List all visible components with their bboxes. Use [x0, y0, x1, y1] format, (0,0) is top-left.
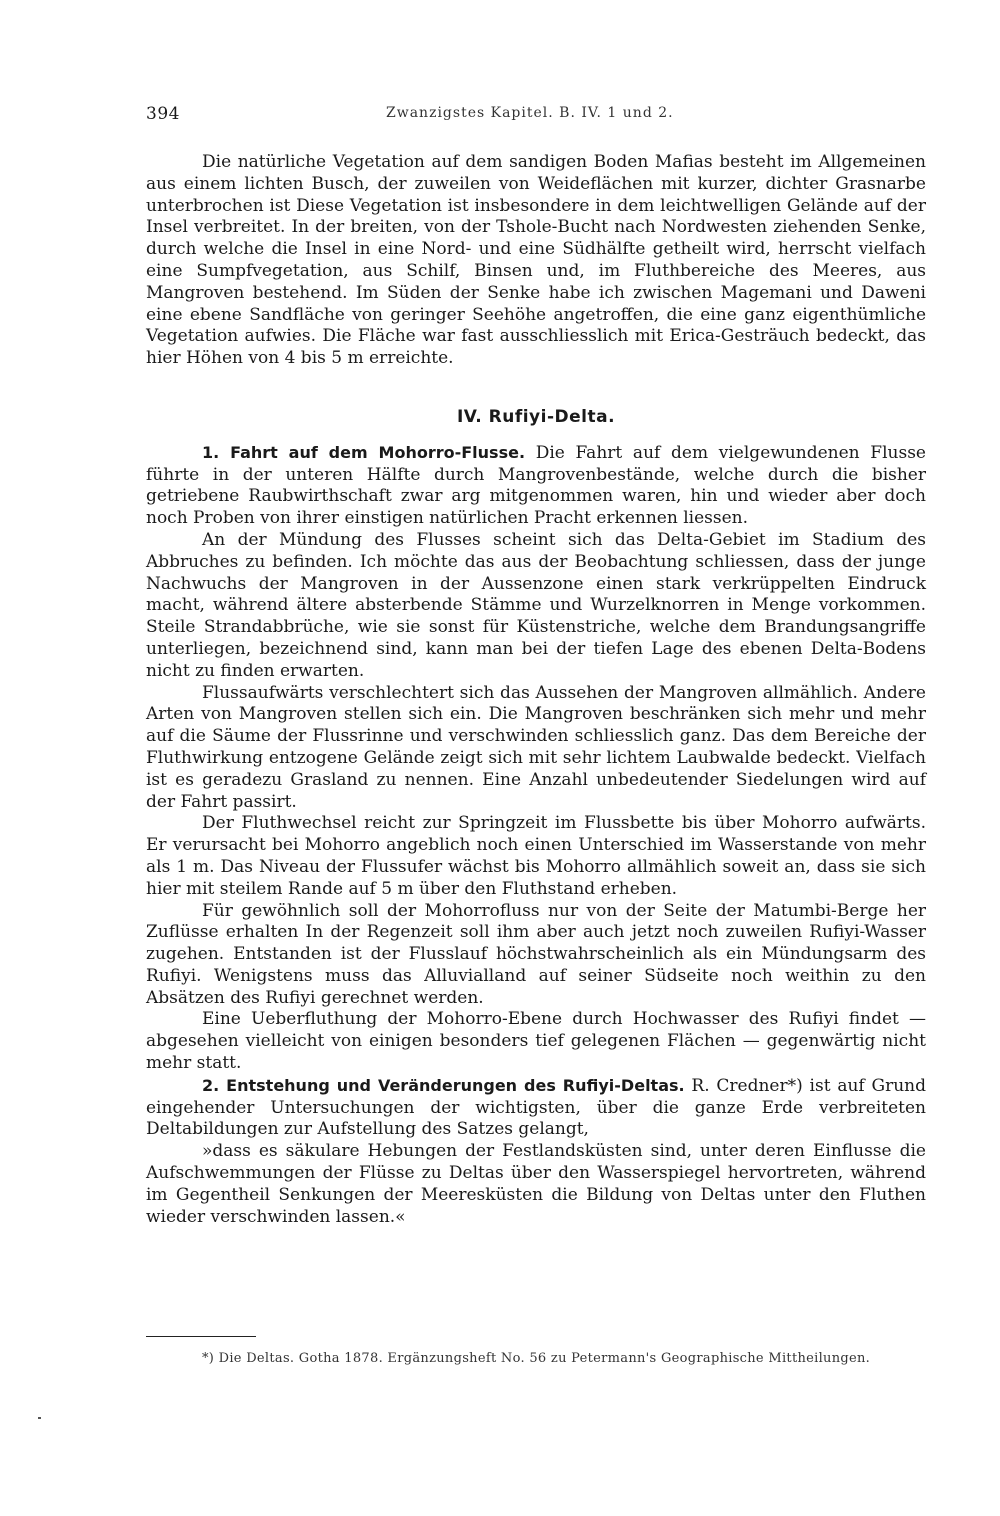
paragraph-upstream: Flussaufwärts verschlechtert sich das Aussehen der Mangroven allmählich. Andere Arten von Mangroven stellen sich ein. Die Mangroven beschränken sich mehr und mehr auf die Säume der Flussrinne und verschwinden schliesslich ganz. Das dem Bereiche der Fluthwirkung entzogene Gelände zeigt sich mit sehr lichtem Laubwalde bedeckt. Vielfach ist es geradezu Grasland zu nennen. Eine Anzahl unbedeutender Siedelungen wird auf der Fahrt passirt. [146, 682, 926, 812]
footnote-divider [146, 1336, 256, 1337]
paragraph-mohorro-trip-text: Die Fahrt auf dem vielgewundenen Flusse führte in der unteren Hälfte durch Mangrovenbestände, welche durch die bisher getriebene Raubwirthschaft zwar arg mitgenommen waren, hin und wieder aber doch noch Proben von ihrer einstigen natürlichen Pracht erkennen liessen. [146, 442, 926, 529]
body-text [146, 152, 926, 1228]
section-heading: IV. Rufiyi-Delta. [456, 406, 616, 427]
paragraph-flooding: Eine Ueberfluthung der Mohorro-Ebene durch Hochwasser des Rufiyi findet — abgesehen vielleicht von einigen besonders tief gelegenen Flächen — gegenwärtig nicht mehr statt. [146, 1009, 926, 1074]
paragraph-delta-formation [146, 1075, 926, 1141]
paragraph-mohorro-trip [146, 442, 926, 530]
paragraph-delta-formation-text: R. Credner*) ist auf Grund eingehender Untersuchungen der wichtigsten, über die ganze Erde verbreiteten Deltabildungen zur Aufstellung des Satzes gelangt, [146, 1075, 926, 1140]
paragraph-tides: Der Fluthwechsel reicht zur Springzeit im Flussbette bis über Mohorro aufwärts. Er verursacht bei Mohorro angeblich noch einen Unterschied im Wasserstande von mehr als 1 m. Das Niveau der Flussufer wächst bis Mohorro allmählich soweit an, dass sie sich hier mit steilem Rande auf 5 m über den Fluthstand erheben. [146, 813, 926, 899]
footnote: *) Die Deltas. Gotha 1878. Ergänzungsheft No. 56 zu Petermann's Geographische Mittheilungen. [202, 1351, 871, 1366]
paragraph-quote: »dass es säkulare Hebungen der Festlandsküsten sind, unter deren Einflusse die Aufschwemmungen der Flüsse zu Deltas über den Wasserspiegel hervortreten, während im Gegentheil Senkungen der Meeresküsten die Bildung von Deltas unter den Fluthen wieder verschwinden lassen.« [146, 1141, 926, 1227]
subsection-heading-2: 2. Entstehung und Veränderungen des Rufiyi-Deltas. [202, 1075, 685, 1095]
scan-speck [38, 1417, 41, 1419]
paragraph-tributaries: Für gewöhnlich soll der Mohorrofluss nur von der Seite der Matumbi-Berge her Zuflüsse erhalten In der Regenzeit soll ihm aber auch jetzt noch zuweilen Rufiyi-Wasser zugehen. Entstanden ist der Flusslauf höchstwahrscheinlich als ein Mündungsarm des Rufiyi. Wenigstens muss das Alluvialland auf seiner Südseite noch weithin zu den Absätzen des Rufiyi gerechnet werden. [146, 900, 926, 1008]
paragraph-river-mouth: An der Mündung des Flusses scheint sich das Delta-Gebiet im Stadium des Abbruches zu befinden. Ich möchte das aus der Beobachtung schliessen, dass der junge Nachwuchs der Mangroven in der Aussenzone einen stark verkrüppelten Eindruck macht, während ältere absterbende Stämme und Wurzelknorren in Menge vorkommen. Steile Strandabbrüche, wie sie sonst für Küstenstriche, welche dem Brandungsangriffe unterliegen, bezeichnend sind, kann man bei der tiefen Lage des ebenen Delta-Bodens nicht zu finden erwarten. [146, 529, 926, 681]
paragraph-mafia-vegetation: Die natürliche Vegetation auf dem sandigen Boden Mafias besteht im Allgemeinen aus einem lichten Busch, der zuweilen von Weideflächen mit kurzer, dichter Grasnarbe unterbrochen ist Diese Vegetation ist insbesondere in dem leichtwelligen Gelände auf der Insel verbreitet. In der breiten, von der Tshole-Bucht nach Nordwesten ziehenden Senke, durch welche die Insel in eine Nord- und eine Südhälfte getheilt wird, herrscht vielfach eine Sumpfvegetation, aus Schilf, Binsen und, im Fluthbereiche des Meeres, aus Mangroven bestehend. Im Süden der Senke habe ich zwischen Magemani und Daweni eine ebene Sandfläche von geringer Seehöhe angetroffen, die eine ganz eigenthümliche Vegetation aufwies. Die Fläche war fast ausschliesslich mit Erica-Gesträuch bedeckt, das hier Höhen von 4 bis 5 m erreichte. [146, 152, 926, 369]
page-header [146, 104, 926, 132]
running-head: Zwanzigstes Kapitel. B. IV. 1 und 2. [386, 105, 674, 121]
page-number: 394 [146, 104, 180, 124]
subsection-heading-1: 1. Fahrt auf dem Mohorro-Flusse. [202, 442, 526, 462]
